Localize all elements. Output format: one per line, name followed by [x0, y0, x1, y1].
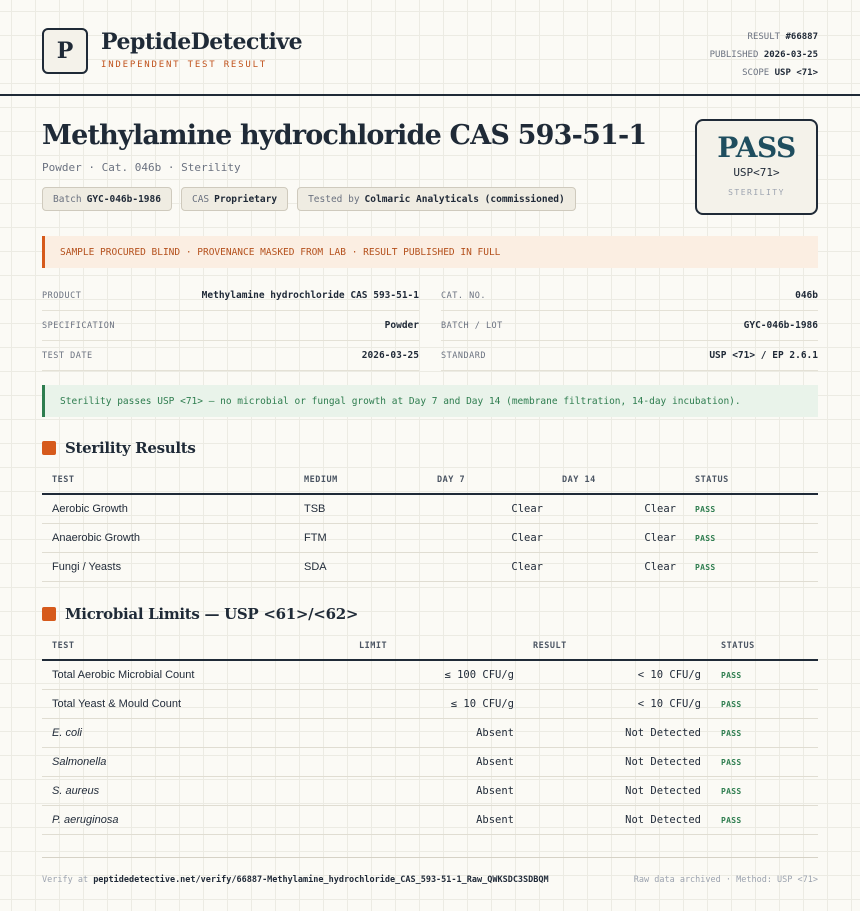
cell-limit: Absent — [476, 785, 514, 797]
report-meta — [710, 28, 818, 82]
table-row — [42, 748, 818, 777]
verify-label: Verify at — [42, 874, 89, 885]
section-title: Sterility Results — [65, 439, 196, 457]
cell-day14: Clear — [644, 532, 676, 544]
result-id-value: #66887 — [785, 32, 818, 42]
col-result: RESULT — [533, 641, 567, 651]
page-title: Methylamine hydrochloride CAS 593-51-1 — [42, 120, 647, 151]
scope-line — [710, 64, 818, 82]
archive-note: Raw data archived · Method: USP <71> — [633, 874, 818, 885]
published-label: PUBLISHED — [709, 50, 759, 60]
col-test: TEST — [52, 475, 75, 485]
table-row — [42, 806, 818, 835]
brand-logo: P — [42, 28, 88, 74]
brand-name: PeptideDetective — [101, 29, 303, 55]
table-header — [42, 467, 818, 495]
result-id-label: RESULT — [747, 32, 781, 42]
cell-medium: TSB — [304, 503, 326, 515]
report-header — [0, 0, 860, 96]
table-row — [42, 690, 818, 719]
table-row — [42, 661, 818, 690]
table-row — [42, 524, 818, 553]
detail-row-spec — [42, 311, 419, 341]
cell-status: PASS — [721, 670, 742, 680]
cell-status: PASS — [721, 757, 742, 767]
detail-row-date — [42, 341, 419, 371]
microbial-table — [42, 633, 818, 835]
cell-result: Not Detected — [625, 756, 701, 768]
cell-medium: SDA — [304, 561, 327, 573]
detail-value: 2026-03-25 — [361, 350, 419, 361]
cell-status: PASS — [721, 728, 742, 738]
detail-row-product — [42, 281, 419, 311]
cell-status: PASS — [695, 504, 716, 514]
detail-value: Powder — [384, 320, 419, 331]
verdict-standard: USP<71> — [733, 166, 780, 179]
cell-day7: Clear — [511, 503, 543, 515]
detail-label: STANDARD — [441, 350, 486, 361]
col-status: STATUS — [695, 475, 729, 485]
section-marker-icon — [42, 441, 56, 455]
table-header — [42, 633, 818, 661]
cell-test: S. aureus — [52, 785, 100, 797]
cell-status: PASS — [721, 699, 742, 709]
microbial-section-head — [42, 605, 358, 623]
chip-label: Tested by — [308, 193, 360, 205]
cell-status: PASS — [695, 562, 716, 572]
detail-label: PRODUCT — [42, 290, 82, 301]
chip-value: Proprietary — [214, 193, 278, 205]
chip-label: Batch — [53, 193, 82, 205]
col-day7: DAY 7 — [437, 475, 466, 485]
detail-row-batch — [441, 311, 818, 341]
cell-test: Salmonella — [52, 756, 107, 768]
col-medium: MEDIUM — [304, 475, 338, 485]
col-test: TEST — [52, 641, 75, 651]
cell-status: PASS — [721, 786, 742, 796]
cell-day14: Clear — [644, 503, 676, 515]
verify-line — [42, 875, 549, 885]
batch-chip — [42, 187, 172, 211]
cell-test: Aerobic Growth — [52, 503, 128, 515]
cell-medium: FTM — [304, 532, 327, 544]
cell-limit: Absent — [476, 814, 514, 826]
chip-row — [42, 187, 576, 211]
cell-day7: Clear — [511, 532, 543, 544]
cell-result: Not Detected — [625, 785, 701, 797]
cas-chip — [181, 187, 288, 211]
detail-label: CAT. NO. — [441, 290, 486, 301]
provenance-notice: SAMPLE PROCURED BLIND · PROVENANCE MASKED FROM LAB · RESULT PUBLISHED IN FULL — [42, 236, 818, 268]
chip-label: CAS — [191, 193, 210, 205]
cell-limit: Absent — [476, 756, 514, 768]
cell-test: Anaerobic Growth — [52, 532, 141, 544]
table-row — [42, 495, 818, 524]
published-value: 2026-03-25 — [763, 50, 818, 60]
cell-limit: Absent — [476, 727, 514, 739]
verdict-text: PASS — [717, 131, 796, 164]
cell-day7: Clear — [511, 561, 543, 573]
cell-test: E. coli — [52, 727, 82, 739]
cell-day14: Clear — [644, 561, 676, 573]
detail-value: USP <71> / EP 2.6.1 — [709, 350, 818, 361]
detail-label: TEST DATE — [42, 350, 93, 361]
sterility-table — [42, 467, 818, 582]
sterility-section-head — [42, 439, 196, 457]
tested-by-chip — [297, 187, 576, 211]
detail-value: GYC-046b-1986 — [743, 320, 818, 331]
report-footer — [42, 857, 818, 901]
detail-row-standard — [441, 341, 818, 371]
cell-result: Not Detected — [625, 814, 701, 826]
section-title: Microbial Limits — USP <61>/<62> — [65, 605, 359, 623]
cell-test: Total Aerobic Microbial Count — [52, 669, 195, 681]
chip-value: GYC-046b-1986 — [86, 193, 161, 205]
detail-label: BATCH / LOT — [441, 320, 503, 331]
cell-result: < 10 CFU/g — [637, 698, 701, 710]
col-day14: DAY 14 — [562, 475, 596, 485]
cell-status: PASS — [721, 815, 742, 825]
page-subtitle: Powder · Cat. 046b · Sterility — [42, 161, 241, 174]
cell-result: < 10 CFU/g — [637, 669, 701, 681]
col-status: STATUS — [721, 641, 755, 651]
table-row — [42, 777, 818, 806]
col-limit: LIMIT — [359, 641, 388, 651]
table-row — [42, 719, 818, 748]
cell-limit: ≤ 10 CFU/g — [450, 698, 514, 710]
result-id-line — [710, 28, 818, 46]
verify-link[interactable]: peptidedetective.net/verify/66887-Methylamine_hydrochloride_CAS_593-51-1_Raw_QWKSDC3SDBQM — [93, 874, 549, 885]
brand-tagline: INDEPENDENT TEST RESULT — [101, 60, 268, 70]
detail-value: 046b — [795, 290, 818, 301]
detail-value: Methylamine hydrochloride CAS 593-51-1 — [201, 290, 419, 301]
verdict-scope: STERILITY — [728, 188, 785, 197]
cell-limit: ≤ 100 CFU/g — [444, 669, 514, 681]
verdict-stamp — [695, 119, 818, 215]
detail-row-cat — [441, 281, 818, 311]
cell-test: Fungi / Yeasts — [52, 561, 122, 573]
cell-status: PASS — [695, 533, 716, 543]
detail-label: SPECIFICATION — [42, 320, 116, 331]
cell-result: Not Detected — [625, 727, 701, 739]
published-line — [710, 46, 818, 64]
chip-value: Colmaric Analyticals (commissioned) — [364, 193, 565, 205]
cell-test: Total Yeast & Mould Count — [52, 698, 182, 710]
result-summary: Sterility passes USP <71> — no microbial or fungal growth at Day 7 and Day 14 (membrane filtration, 14-day incubation). — [42, 385, 818, 417]
scope-value: USP <71> — [774, 68, 818, 78]
section-marker-icon — [42, 607, 56, 621]
scope-label: SCOPE — [742, 68, 770, 78]
table-row — [42, 553, 818, 582]
cell-test: P. aeruginosa — [52, 814, 119, 826]
